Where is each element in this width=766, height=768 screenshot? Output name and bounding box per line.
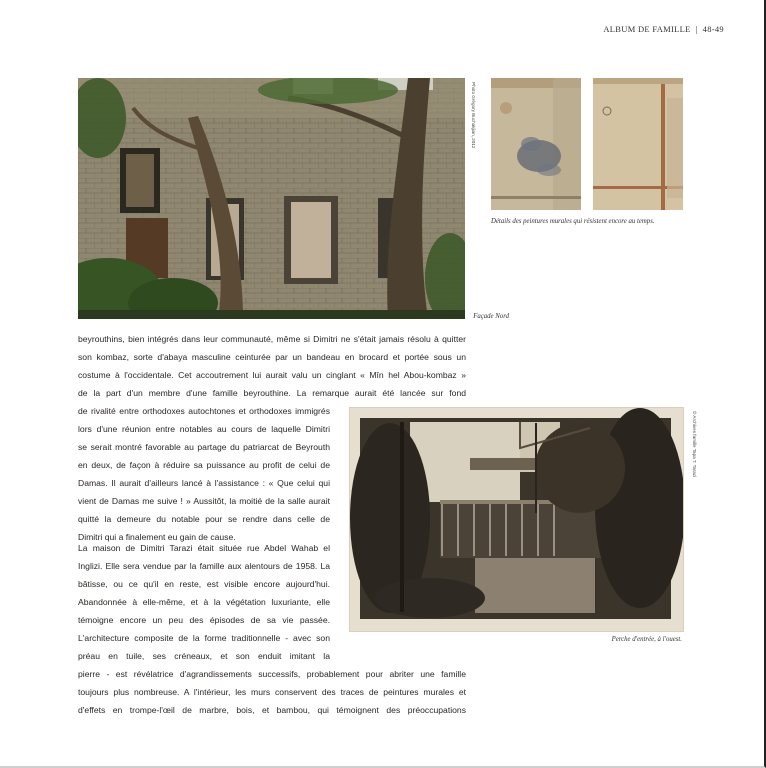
text-line: se serait montré favorable au partage du patriarcat de Beyrouth (78, 442, 330, 452)
facade-photo-credit: Photo Grégory Buchakjian, 2012 (471, 82, 476, 149)
text-line: de la part d'un membre d'une famille beyrouthine. La remarque aurait été lancée sur fond (78, 388, 466, 398)
text-line: témoigne encore un peu des épisodes de sa vie passée. (78, 615, 330, 625)
text-line: d'effets en trompe-l'œil de marbre, bois, et bambou, qui témoignent des préoccupations (78, 705, 466, 715)
body-paragraph-2 (78, 539, 466, 719)
text-line: quitté la demeure du notable pour se rendre dans celle de (78, 514, 330, 524)
text-line: préau en tuile, ses créneaux, et son enduit imitant la (78, 651, 330, 661)
text-line: son kombaz, sorte d'abaya masculine ceinturée par un bandeau en brocard et portée sous un (78, 352, 466, 362)
mural-detail-image-1 (491, 78, 581, 210)
murals-caption: Détails des peintures murales qui résistent encore au temps. (491, 218, 655, 225)
text-line: Inglizi. Elle sera vendue par la famille aux alentours de 1958. La (78, 561, 330, 571)
text-line: L'architecture composite de la forme traditionnelle - avec son (78, 633, 330, 643)
text-line: costume à l'occidentale. Cet accoutrement lui aurait valu un cinglant « Mîn hel Abou-kombaz » (78, 370, 466, 380)
text-line: pierre - est révélatrice d'agrandissements successifs, probablement pour abriter une famille (78, 669, 466, 679)
book-title: ALBUM DE FAMILLE (603, 24, 691, 34)
body-paragraph-1 (78, 330, 466, 546)
text-line: beyrouthins, bien intégrés dans leur communauté, même si Dimitri ne s'était jamais résolu à quitter (78, 334, 466, 344)
facade-photo (78, 78, 465, 319)
text-line: en deux, de façon à réduire sa puissance au profit de celui de (78, 460, 330, 470)
text-line: La maison de Dimitri Tarazi était située rue Abdel Wahab el (78, 543, 330, 553)
text-line: de rivalité entre orthodoxes autochtones et orthodoxes immigrés (78, 406, 330, 416)
text-line: lors d'une réunion entre notables au cours de laquelle Dimitri (78, 424, 330, 434)
facade-photo-image (78, 78, 465, 319)
running-head (603, 24, 724, 34)
facade-caption: Façade Nord (473, 313, 509, 320)
text-line: toujours plus nombreuse. A l'intérieur, les murs conservent des traces de peintures murales et (78, 687, 466, 697)
mural-detail-image-2 (593, 78, 683, 210)
text-line: Damas. Il aurait d'ailleurs lancé à l'assistance : « Que celui qui (78, 478, 330, 488)
text-line: Abandonnée à elle-même, et à la végétation luxuriante, elle (78, 597, 330, 607)
mural-detail-photo-2 (593, 78, 683, 210)
archive-caption: Perche d'entrée, à l'ouest. (611, 636, 682, 643)
header-separator: | (695, 24, 698, 34)
text-line: vient de Damas me suive ! » Aussitôt, la moitié de la salle aurait (78, 496, 330, 506)
text-line: bâtisse, ou ce qu'il en reste, est visible encore aujourd'hui. (78, 579, 330, 589)
text-line: Dimitri qui a finalement eu gain de cause. (78, 532, 236, 542)
mural-detail-photo-1 (491, 78, 581, 210)
page-numbers: 48-49 (702, 24, 724, 34)
archive-photo-credit: © Archives famille Tapa T. Tarazi (692, 411, 697, 477)
